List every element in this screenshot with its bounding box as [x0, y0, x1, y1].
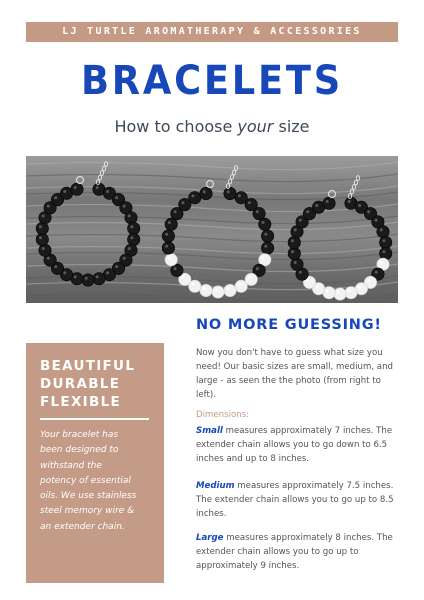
bead-highlight: [192, 194, 195, 197]
bead-highlight: [375, 271, 378, 274]
bead-highlight: [227, 190, 230, 193]
bead-highlight: [299, 219, 302, 222]
feature-line: FLEXIBLE: [40, 394, 121, 410]
bracelets-photo: [26, 156, 398, 303]
bead-highlight: [85, 277, 88, 280]
wood-grain: [26, 204, 398, 212]
bead-highlight: [192, 283, 195, 286]
bead: [71, 183, 83, 195]
features-panel: [26, 343, 164, 583]
bead-highlight: [337, 291, 340, 294]
size-large-paragraph: [196, 531, 392, 573]
bead-highlight: [74, 186, 77, 189]
bead-highlight: [367, 210, 370, 213]
bead-highlight: [63, 271, 66, 274]
bead-highlight: [63, 190, 66, 193]
chain-link: [98, 175, 101, 180]
bead-highlight: [264, 233, 267, 236]
features-heading: [40, 357, 160, 411]
bead-highlight: [182, 276, 185, 279]
chain-link: [352, 185, 355, 190]
wood-grain: [26, 162, 398, 170]
bead-highlight: [42, 247, 45, 250]
bead-highlight: [47, 205, 50, 208]
bead-highlight: [264, 245, 267, 248]
size-text: approximately 9 inches.: [196, 561, 300, 571]
size-text: inches.: [196, 509, 227, 519]
bead-highlight: [128, 247, 131, 250]
bead-highlight: [215, 289, 218, 292]
bead-highlight: [306, 279, 309, 282]
intro-line: large - as seen the the photo (from right to: [196, 376, 381, 386]
bead-highlight: [358, 204, 361, 207]
bead: [288, 247, 300, 259]
bead-highlight: [348, 200, 351, 203]
bead: [288, 236, 300, 248]
bead-highlight: [42, 214, 45, 217]
bead-highlight: [203, 287, 206, 290]
bead: [125, 212, 137, 224]
bead: [224, 284, 236, 296]
bead: [380, 236, 392, 248]
bead-highlight: [326, 200, 329, 203]
size-text: measures approximately 7.5 inches.: [234, 481, 394, 491]
description-line: withstand the: [40, 460, 102, 471]
bead: [259, 254, 271, 266]
wood-grain: [26, 252, 398, 260]
bead: [36, 233, 48, 245]
size-text: extender chain allows you to go down to 6.5: [196, 440, 388, 450]
subtitle-emphasis: your: [237, 117, 274, 136]
dimensions-label: Dimensions:: [196, 410, 250, 420]
intro-line: left).: [196, 390, 217, 400]
bead: [39, 244, 51, 256]
bead-highlight: [382, 250, 385, 253]
bead-highlight: [380, 261, 383, 264]
wood-grain: [26, 234, 398, 242]
bead-highlight: [39, 236, 42, 239]
features-divider: [40, 418, 149, 420]
size-medium-paragraph: [196, 479, 392, 521]
description-line: been designed to: [40, 445, 119, 456]
bead: [261, 242, 273, 254]
description-line: Your bracelet has: [40, 430, 119, 440]
bead: [259, 218, 271, 230]
bead-highlight: [375, 219, 378, 222]
bead-highlight: [106, 190, 109, 193]
bead-highlight: [115, 265, 118, 268]
bead: [162, 230, 174, 242]
bead-highlight: [96, 186, 99, 189]
bead-highlight: [168, 256, 171, 259]
bead-highlight: [256, 210, 259, 213]
size-text: measures approximately 7 inches. The: [222, 426, 393, 436]
description-line: oils. We use stainless: [40, 491, 137, 502]
brand-banner: LJ TURTLE AROMATHERAPY & ACCESSORIES: [26, 22, 398, 42]
bead: [261, 230, 273, 242]
bead-highlight: [315, 285, 318, 288]
size-name: Large: [196, 533, 224, 543]
bead: [165, 254, 177, 266]
bead-highlight: [54, 196, 57, 199]
bead: [334, 288, 346, 300]
bead: [36, 222, 48, 234]
bead-highlight: [174, 267, 177, 270]
bead-highlight: [74, 275, 77, 278]
description-line: an extender chain.: [40, 521, 125, 532]
bead-highlight: [306, 210, 309, 213]
bead-highlight: [299, 271, 302, 274]
bead: [212, 286, 224, 298]
feature-line: DURABLE: [40, 376, 121, 392]
wood-grain: [26, 222, 398, 230]
size-text: inches and up to 8 inches.: [196, 454, 310, 464]
bead-highlight: [165, 245, 168, 248]
bead: [162, 242, 174, 254]
subtitle-suffix: size: [273, 117, 310, 136]
bead: [323, 197, 335, 209]
wood-grain: [26, 264, 398, 272]
bead: [171, 264, 183, 276]
bead-highlight: [294, 228, 297, 231]
bead: [224, 187, 236, 199]
bead-highlight: [174, 210, 177, 213]
bead: [377, 226, 389, 238]
bead-highlight: [326, 289, 329, 292]
bead: [291, 258, 303, 270]
bead-highlight: [262, 256, 265, 259]
bead-highlight: [54, 265, 57, 268]
bead-highlight: [238, 194, 241, 197]
intro-line: need! Our basic sizes are small, medium, and: [196, 362, 393, 372]
bead: [200, 187, 212, 199]
size-name: Small: [196, 426, 223, 436]
chain-link: [354, 180, 357, 185]
size-small-paragraph: [196, 424, 392, 466]
bead: [128, 233, 140, 245]
bead-highlight: [47, 257, 50, 260]
bead-highlight: [248, 276, 251, 279]
bead: [345, 287, 357, 299]
bead-highlight: [128, 214, 131, 217]
bead-highlight: [367, 279, 370, 282]
section-heading: NO MORE GUESSING!: [196, 317, 382, 333]
intro-line: Now you don't have to guess what size you: [196, 348, 383, 358]
bead: [82, 274, 94, 286]
bead-highlight: [115, 196, 118, 199]
chain-link: [356, 176, 359, 181]
bead-highlight: [168, 221, 171, 224]
bead-highlight: [262, 221, 265, 224]
description-line: potency of essential: [40, 475, 131, 486]
clasp: [77, 177, 84, 184]
bead-highlight: [294, 261, 297, 264]
bead: [189, 192, 201, 204]
page-title: BRACELETS: [80, 58, 344, 104]
bead-highlight: [291, 239, 294, 242]
bead-highlight: [39, 225, 42, 228]
bead: [128, 222, 140, 234]
chain-link: [232, 170, 235, 175]
bead-highlight: [382, 239, 385, 242]
bead-highlight: [123, 205, 126, 208]
bead-highlight: [238, 283, 241, 286]
bead-highlight: [96, 275, 99, 278]
features-description: [40, 428, 162, 535]
bead-highlight: [291, 250, 294, 253]
clasp: [329, 191, 336, 198]
bead-highlight: [165, 233, 168, 236]
size-text: extender chain allows you to go up to: [196, 547, 359, 557]
bead-highlight: [130, 236, 133, 239]
bead: [380, 247, 392, 259]
bead-highlight: [315, 204, 318, 207]
bead: [200, 284, 212, 296]
bead-highlight: [358, 285, 361, 288]
bead-highlight: [348, 289, 351, 292]
bead-highlight: [106, 271, 109, 274]
size-text: measures approximately 8 inches. The: [223, 533, 393, 543]
size-text: The extender chain allows you to go up to 8.5: [196, 495, 394, 505]
subtitle-prefix: How to choose: [114, 117, 238, 136]
bead: [253, 207, 265, 219]
bead-highlight: [227, 287, 230, 290]
bead-highlight: [248, 201, 251, 204]
bead: [235, 280, 247, 292]
bead-highlight: [182, 201, 185, 204]
feature-line: BEAUTIFUL: [40, 358, 136, 374]
clasp: [207, 181, 214, 188]
description-line: steel memory wire &: [40, 506, 135, 517]
bead-highlight: [380, 228, 383, 231]
bead-highlight: [130, 225, 133, 228]
bead: [165, 218, 177, 230]
bead-highlight: [203, 190, 206, 193]
intro-paragraph: [196, 346, 392, 402]
page-subtitle: [0, 117, 424, 136]
bead-highlight: [123, 257, 126, 260]
bracelets-illustration: [26, 156, 398, 303]
bead-highlight: [256, 267, 259, 270]
bead: [93, 273, 105, 285]
size-name: Medium: [196, 481, 235, 491]
chain-link: [102, 166, 105, 171]
chain-link: [230, 175, 233, 180]
